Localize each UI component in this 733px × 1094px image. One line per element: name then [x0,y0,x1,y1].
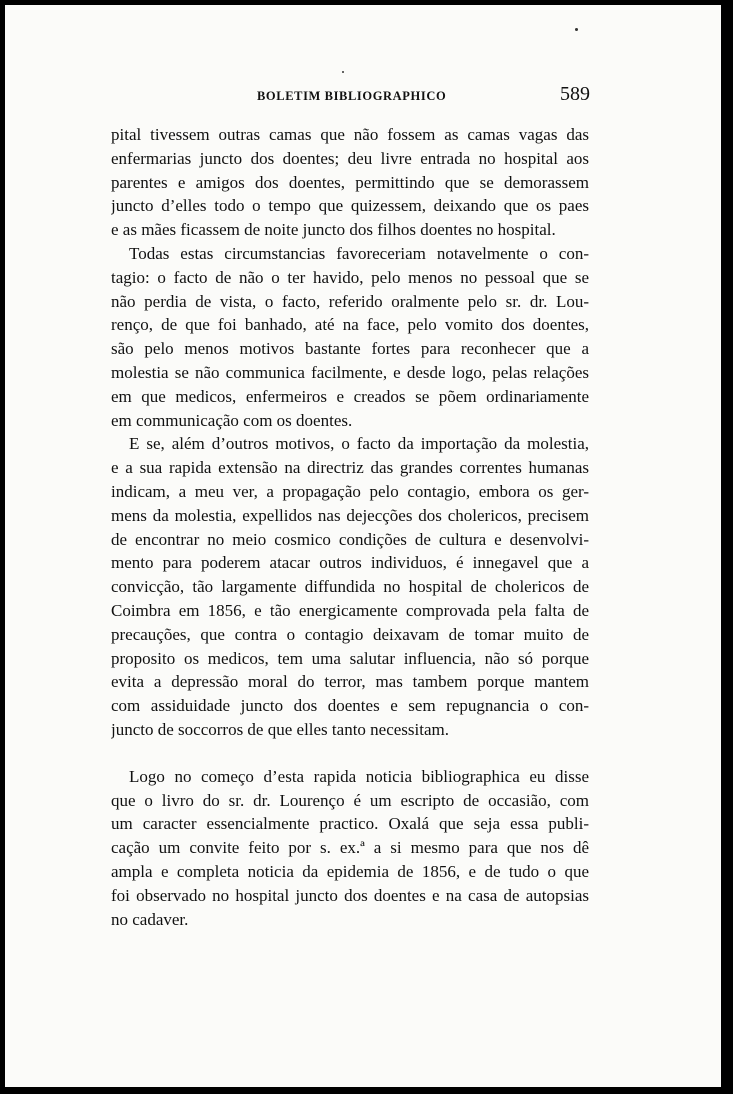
scan-border [721,0,733,1094]
text-line: parentes e amigos dos doentes, permittindo que se demorassem [111,172,589,192]
text-line: mens da molestia, expellidos nas dejecções dos cholericos, precisem [111,505,589,525]
text-line: de encontrar no meio cosmico condições de cultura e desenvolvi- [111,529,589,549]
text-line: indicam, a meu ver, a propagação pelo contagio, embora os ger- [111,481,589,501]
paragraph [111,242,589,432]
running-title: BOLETIM BIBLIOGRAPHICO [257,89,447,103]
ink-speck [575,28,578,31]
text-line: Logo no começo d’esta rapida noticia bibliographica eu disse [129,766,589,786]
text-line: renço, de que foi banhado, até na face, pelo vomito dos doentes, [111,315,589,335]
text-line: são pelo menos motivos bastante fortes para reconhecer que a [111,339,589,359]
page-header [5,83,721,111]
book-page [5,5,721,1087]
text-line: Coimbra em 1856, e tão energicamente comprovada pela falta de [111,600,589,620]
text-line: não perdia de vista, o facto, referido oralmente pelo sr. dr. Lou- [111,291,589,311]
text-line: precauções, que contra o contagio deixavam de tomar muito de [111,624,589,644]
text-line: juncto d’elles todo o tempo que quizessem, deixando que os paes [111,196,589,216]
paragraph [111,123,589,242]
text-line: ampla e completa noticia da epidemia de 1856, e de tudo o que [111,861,589,881]
body-text [111,123,589,931]
text-line: mento para poderem atacar outros individuos, é innegavel que a [111,553,589,573]
text-line: e a sua rapida extensão na directriz das grandes correntes humanas [111,458,589,478]
paragraph [111,432,589,741]
text-line: no cadaver. [111,909,189,929]
section-gap [111,742,589,765]
text-line: convicção, tão largamente diffundida no hospital de cholericos de [111,577,589,597]
page-number: 589 [560,83,590,105]
text-line: em que medicos, enfermeiros e creados se põem ordinariamente [111,386,589,406]
text-line: cação um convite feito por s. ex.ª a si mesmo para que nos dê [111,838,589,858]
text-line: em communicação com os doentes. [111,410,353,430]
ink-speck [342,71,344,73]
text-line: proposito os medicos, tem uma salutar influencia, não só porque [111,648,589,668]
text-line: evita a depressão moral do terror, mas tambem porque mantem [111,672,589,692]
text-line: foi observado no hospital juncto dos doentes e na casa de autopsias [111,885,589,905]
text-line: molestia se não communica facilmente, e desde logo, pelas relações [111,362,589,382]
text-line: pital tivessem outras camas que não fossem as camas vagas das [111,125,589,144]
text-line: tagio: o facto de não o ter havido, pelo menos no pessoal que se [111,267,589,287]
text-line: um caracter essencialmente practico. Oxalá que seja essa publi- [111,814,589,834]
text-line: Todas estas circumstancias favoreceriam notavelmente o con- [129,243,589,263]
text-line: e as mães ficassem de noite juncto dos filhos doentes no hospital. [111,220,556,240]
paragraph [111,765,589,932]
text-line: que o livro do sr. dr. Lourenço é um escripto de occasião, com [111,790,589,810]
text-line: enfermarias juncto dos doentes; deu livre entrada no hospital aos [111,148,589,168]
text-line: E se, além d’outros motivos, o facto da importação da molestia, [129,434,589,454]
text-line: juncto de soccorros de que elles tanto necessitam. [111,719,449,739]
text-line: com assiduidade juncto dos doentes e sem repugnancia o con- [111,696,589,716]
